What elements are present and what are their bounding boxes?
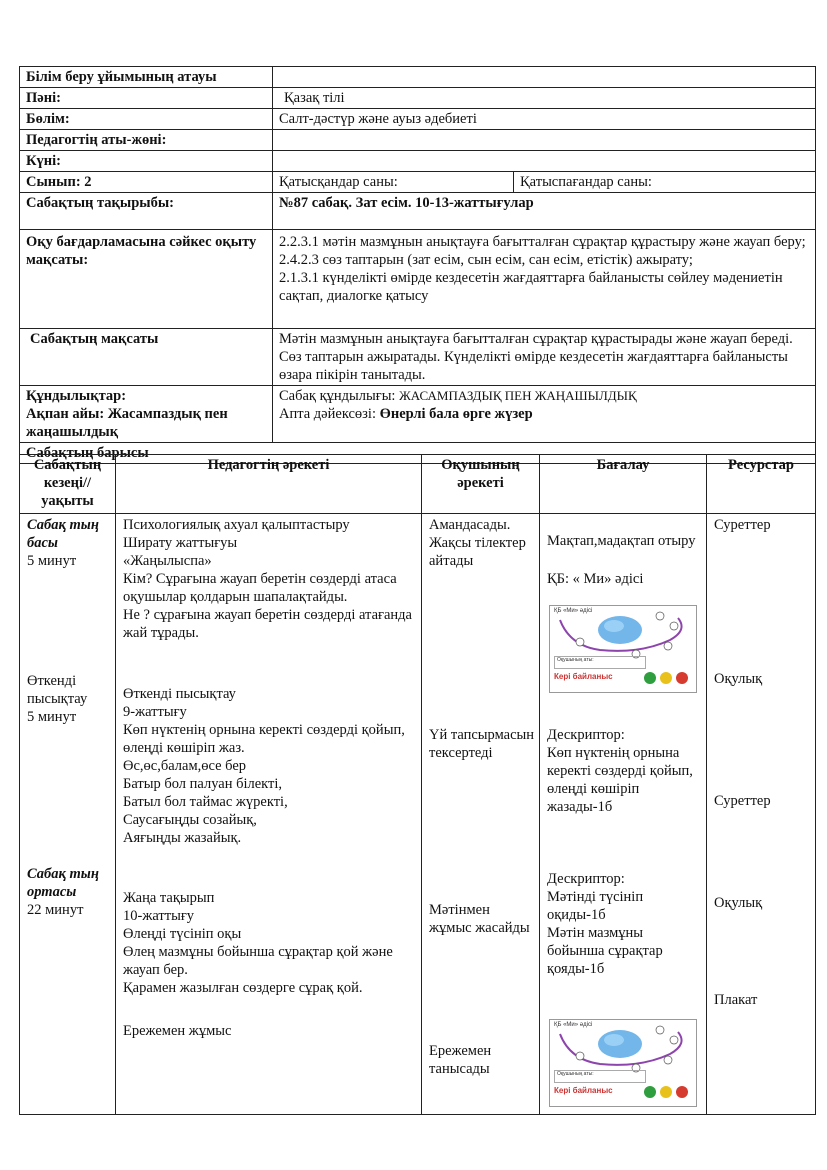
assessment-cell — [540, 514, 707, 1115]
descriptor-label: Дескриптор: — [547, 727, 625, 743]
teacher-text: Не ? сұрағына жауап беретін сөздерді атағанда жай тұрады. — [123, 607, 412, 641]
teacher-text: Батыр бол палуан білекті, — [123, 776, 282, 792]
teacher-text: 10-жаттығу — [123, 908, 195, 924]
teacher-text: Ережемен жұмыс — [123, 1023, 232, 1039]
teacher-label: Педагогтің аты-жөні: — [20, 130, 273, 151]
descriptor-text: Мәтін мазмұны бойынша сұрақтар қояды-1б — [547, 925, 663, 977]
teacher-text: Аяғыңды жазайық. — [123, 830, 242, 846]
absent-count-label: Қатыспағандар саны: — [514, 172, 816, 193]
section-label: Бөлім: — [20, 109, 273, 130]
topic-label: Сабақтың тақырыбы: — [20, 193, 273, 230]
stage1-title: Сабақ тың басы — [27, 517, 99, 551]
feedback-image — [549, 1019, 697, 1107]
teacher-text: Өлең мазмұны бойынша сұрақтар қой және жауап бер. — [123, 944, 393, 978]
values-label-line: Құндылықтар: — [26, 388, 127, 404]
header-stage: Сабақтың кезеңі// уақыты — [20, 455, 116, 514]
teacher-cell — [116, 514, 422, 1115]
resource-item: Плакат — [714, 992, 758, 1008]
student-action-1: Амандасады. Жақсы тілектер айтады — [429, 517, 526, 569]
org-value — [273, 67, 816, 88]
header-resources: Ресурстар — [707, 455, 816, 514]
subject-label: Пәні: — [20, 88, 273, 109]
subject-value: Қазақ тілі — [273, 88, 816, 109]
resource-item: Оқулық — [714, 895, 763, 911]
lesson-value: ЖАСАМПАЗДЫҚ ПЕН ЖАҢАШЫЛДЫҚ — [399, 388, 637, 403]
lesson-flow-table — [19, 454, 816, 1115]
goals-value — [273, 230, 816, 329]
student-action-3: Мәтінмен жұмыс жасайды — [429, 902, 530, 936]
values-label — [20, 386, 273, 443]
student-action-2: Үй тапсырмасын тексертеді — [429, 727, 535, 761]
student-action-4: Ережемен танысады — [429, 1043, 492, 1077]
goal-line: 2.4.2.3 сөз таптарын (зат есім, сын есім, сан есім, етістік) ажырату; — [279, 252, 693, 268]
date-label: Күні: — [20, 151, 273, 172]
value-prefix: Сабақ құндылығы: — [279, 388, 400, 404]
teacher-text: «Жаңылыспа» — [123, 553, 212, 569]
feedback-name-field: Оқушының аты: — [554, 656, 646, 669]
teacher-text: Өлеңді түсініп оқы — [123, 926, 242, 942]
descriptor-label: Дескриптор: — [547, 871, 625, 887]
stage3-title: Сабақ тың ортасы — [27, 866, 99, 900]
stage-cell — [20, 514, 116, 1115]
teacher-text: Өткенді пысықтау — [123, 686, 236, 702]
class-label: Сынып: 2 — [20, 172, 273, 193]
values-value — [273, 386, 816, 443]
resources-cell — [707, 514, 816, 1115]
feedback-title: ҚБ «Ми» әдісі — [554, 608, 593, 614]
feedback-footer: Кері байланыс — [554, 1086, 613, 1095]
header-assessment: Бағалау — [540, 455, 707, 514]
present-count-label: Қатысқандар саны: — [273, 172, 514, 193]
assessment-praise: Мақтап,мадақтап отыру — [547, 533, 696, 549]
stage2-time: 5 минут — [27, 709, 77, 725]
week-quote: Өнерлі бала өрге жүзер — [379, 406, 533, 422]
quote-prefix: Апта дәйексөзі: — [279, 406, 380, 422]
stage2-title: Өткенді пысықтау — [27, 673, 88, 707]
aim-label: Сабақтың мақсаты — [20, 329, 273, 386]
goal-line: 2.1.3.1 күнделікті өмірде кездесетін жағдаяттарға байланысты сөйлеу мәдениетін сақтап, диалогке қатысу — [279, 270, 783, 304]
feedback-name-field: Оқушының аты: — [554, 1070, 646, 1083]
feedback-title: ҚБ «Ми» әдісі — [554, 1022, 593, 1028]
goals-label: Оқу бағдарламасына сәйкес оқыту мақсаты: — [20, 230, 273, 329]
teacher-text: Көп нүктенің орнына керекті сөздерді қойып, өлеңді көшіріп жаз. — [123, 722, 405, 756]
stage3-time: 22 минут — [27, 902, 84, 918]
section-value: Салт-дәстүр және ауыз әдебиеті — [273, 109, 816, 130]
teacher-text: 9-жаттығу — [123, 704, 187, 720]
lesson-info-table — [19, 66, 816, 464]
teacher-text: Ширату жаттығуы — [123, 535, 238, 551]
descriptor-text: Мәтінді түсініп оқиды-1б — [547, 889, 644, 923]
feedback-image — [549, 605, 697, 693]
progress-heading: Сабақтың барысы — [20, 443, 816, 464]
teacher-value — [273, 130, 816, 151]
date-value — [273, 151, 816, 172]
org-label: Білім беру ұйымының атауы — [20, 67, 273, 88]
topic-value: №87 сабақ. Зат есім. 10-13-жаттығулар — [273, 193, 816, 230]
teacher-text: Батыл бол таймас жүректі, — [123, 794, 288, 810]
teacher-text: Өс,өс,балам,өсе бер — [123, 758, 247, 774]
aim-value: Мәтін мазмұнын анықтауға бағытталған сұрақтар құрастырады және жауап береді. Сөз таптарын ажыратады. Күнделікті өмірде кездесетін жағдаяттарға байланысты өзара пікірін танытады. — [273, 329, 816, 386]
descriptor-text: Көп нүктенің орнына керекті сөздерді қойып, өлеңді көшіріп жазады-1б — [547, 745, 693, 815]
stage1-time: 5 минут — [27, 553, 77, 569]
student-cell — [422, 514, 540, 1115]
values-label-line: Ақпан айы: Жасампаздық пен жаңашылдық — [26, 406, 228, 440]
resource-item: Оқулық — [714, 671, 763, 687]
goal-line: 2.2.3.1 мәтін мазмұнын анықтауға бағытталған сұрақтар құрастыру және жауап беру; — [279, 234, 806, 250]
teacher-text: Кім? Сұрағына жауап беретін сөздерді атаса оқушылар қолдарын шапалақтайды. — [123, 571, 397, 605]
resource-item: Суреттер — [714, 793, 771, 809]
feedback-footer: Кері байланыс — [554, 672, 613, 681]
header-student: Оқушының әрекеті — [422, 455, 540, 514]
assessment-method: ҚБ: « Ми» әдісі — [547, 571, 644, 587]
teacher-text: Психологиялық ахуал қалыптастыру — [123, 517, 350, 533]
teacher-text: Қарамен жазылған сөздерге сұрақ қой. — [123, 980, 363, 996]
resource-item: Суреттер — [714, 517, 771, 533]
teacher-text: Жаңа тақырып — [123, 890, 215, 906]
header-teacher: Педагогтің әрекеті — [116, 455, 422, 514]
teacher-text: Саусағыңды созайық, — [123, 812, 257, 828]
